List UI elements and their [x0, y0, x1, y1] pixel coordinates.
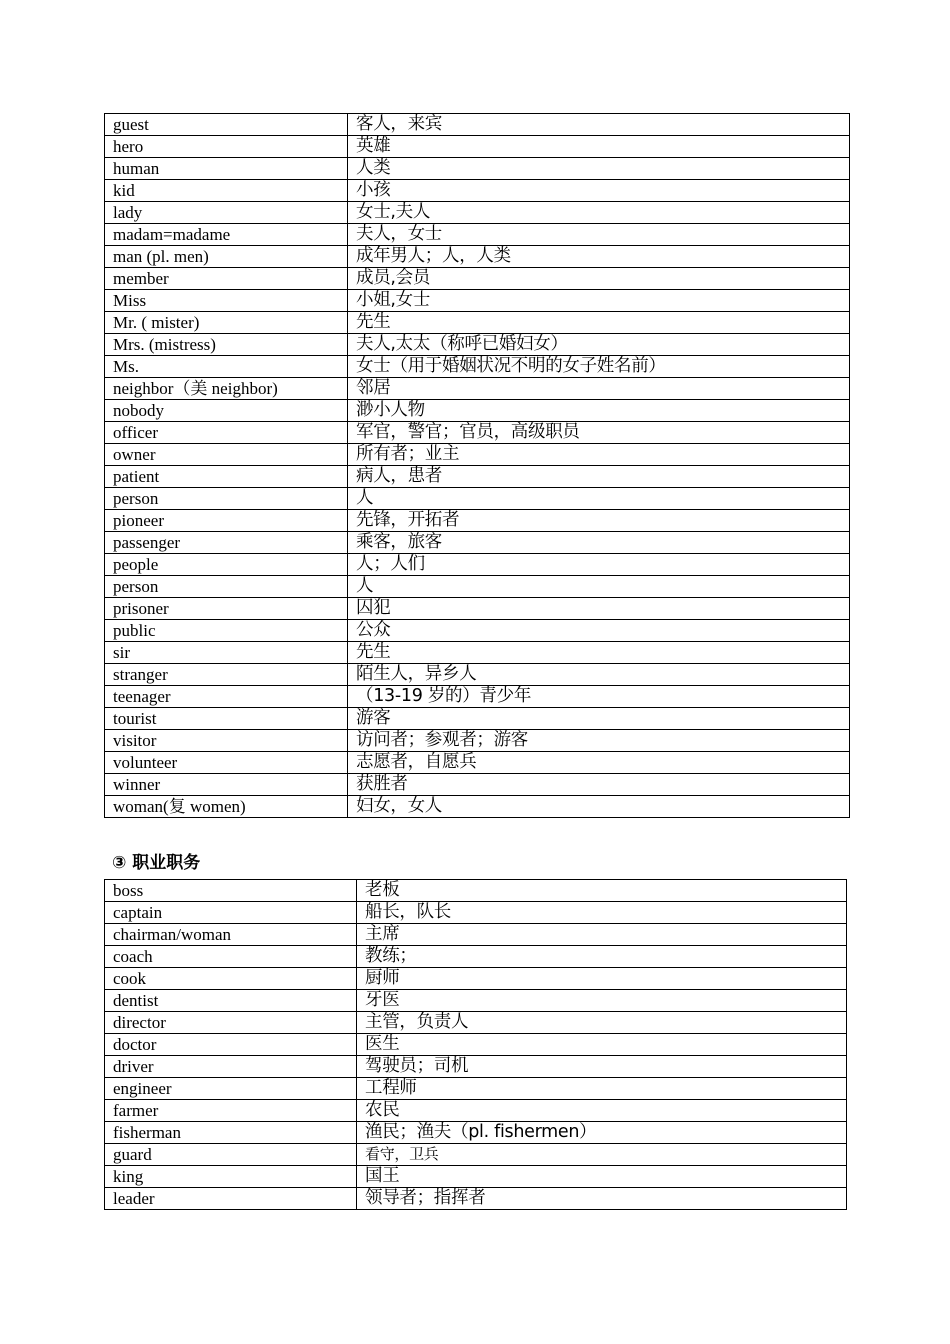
table-row: [105, 752, 850, 774]
chinese-meaning-cell: 工程师: [357, 1078, 847, 1100]
english-word-cell: engineer: [105, 1078, 357, 1100]
english-word-cell: nobody: [105, 400, 348, 422]
english-word-cell: stranger: [105, 664, 348, 686]
chinese-meaning-cell: 所有者；业主: [348, 444, 850, 466]
table-row: [105, 312, 850, 334]
english-word-cell: boss: [105, 880, 357, 902]
chinese-meaning-cell: 主管，负责人: [357, 1012, 847, 1034]
table-row: [105, 444, 850, 466]
english-word-cell: Mrs. (mistress): [105, 334, 348, 356]
chinese-meaning-cell: 厨师: [357, 968, 847, 990]
table-row: [105, 466, 850, 488]
chinese-meaning-cell: 囚犯: [348, 598, 850, 620]
english-word-cell: pioneer: [105, 510, 348, 532]
table-row: [105, 796, 850, 818]
chinese-meaning-cell: 获胜者: [348, 774, 850, 796]
chinese-meaning-cell: 渺小人物: [348, 400, 850, 422]
chinese-meaning-cell: 牙医: [357, 990, 847, 1012]
occupations-vocab-body: [105, 880, 847, 1210]
chinese-meaning-cell: 人类: [348, 158, 850, 180]
chinese-meaning-cell: 渔民；渔夫（pl. fishermen）: [357, 1122, 847, 1144]
chinese-meaning-cell: 病人，患者: [348, 466, 850, 488]
table-row: [105, 1188, 847, 1210]
chinese-meaning-cell: 教练；: [357, 946, 847, 968]
table-row: [105, 268, 850, 290]
english-word-cell: madam=madame: [105, 224, 348, 246]
table-row: [105, 224, 850, 246]
english-word-cell: fisherman: [105, 1122, 357, 1144]
chinese-meaning-cell: 客人，来宾: [348, 114, 850, 136]
table-row: [105, 1144, 847, 1166]
table-row: [105, 730, 850, 752]
english-word-cell: Miss: [105, 290, 348, 312]
english-word-cell: patient: [105, 466, 348, 488]
english-word-cell: public: [105, 620, 348, 642]
english-word-cell: teenager: [105, 686, 348, 708]
table-row: [105, 1012, 847, 1034]
chinese-meaning-cell: 乘客，旅客: [348, 532, 850, 554]
table-row: [105, 532, 850, 554]
chinese-meaning-cell: 陌生人，异乡人: [348, 664, 850, 686]
chinese-meaning-cell: 英雄: [348, 136, 850, 158]
chinese-meaning-cell: 妇女，女人: [348, 796, 850, 818]
table-row: [105, 422, 850, 444]
english-word-cell: doctor: [105, 1034, 357, 1056]
table-row: [105, 510, 850, 532]
table-row: [105, 290, 850, 312]
chinese-meaning-cell: 医生: [357, 1034, 847, 1056]
table-row: [105, 598, 850, 620]
english-word-cell: cook: [105, 968, 357, 990]
chinese-meaning-cell: 船长，队长: [357, 902, 847, 924]
table-row: [105, 488, 850, 510]
chinese-meaning-cell: 成员,会员: [348, 268, 850, 290]
chinese-meaning-cell: 邻居: [348, 378, 850, 400]
english-word-cell: owner: [105, 444, 348, 466]
table-row: [105, 180, 850, 202]
chinese-meaning-cell: 国王: [357, 1166, 847, 1188]
chinese-meaning-cell: 夫人，女士: [348, 224, 850, 246]
english-word-cell: woman(复 women): [105, 796, 348, 818]
table-row: [105, 576, 850, 598]
english-word-cell: chairman/woman: [105, 924, 357, 946]
chinese-meaning-cell: （13-19 岁的）青少年: [348, 686, 850, 708]
english-word-cell: coach: [105, 946, 357, 968]
english-word-cell: person: [105, 488, 348, 510]
english-word-cell: volunteer: [105, 752, 348, 774]
chinese-meaning-cell: 女士（用于婚姻状况不明的女子姓名前）: [348, 356, 850, 378]
english-word-cell: Ms.: [105, 356, 348, 378]
english-word-cell: dentist: [105, 990, 357, 1012]
table-row: [105, 902, 847, 924]
table-row: [105, 378, 850, 400]
table-row: [105, 708, 850, 730]
chinese-meaning-cell: 成年男人；人，人类: [348, 246, 850, 268]
english-word-cell: member: [105, 268, 348, 290]
english-word-cell: leader: [105, 1188, 357, 1210]
chinese-meaning-cell: 人: [348, 576, 850, 598]
english-word-cell: winner: [105, 774, 348, 796]
english-word-cell: lady: [105, 202, 348, 224]
chinese-meaning-cell: 先生: [348, 642, 850, 664]
table-row: [105, 554, 850, 576]
table-row: [105, 1100, 847, 1122]
english-word-cell: guard: [105, 1144, 357, 1166]
chinese-meaning-cell: 人: [348, 488, 850, 510]
english-word-cell: captain: [105, 902, 357, 924]
table-row: [105, 880, 847, 902]
chinese-meaning-cell: 公众: [348, 620, 850, 642]
english-word-cell: visitor: [105, 730, 348, 752]
chinese-meaning-cell: 看守，卫兵: [357, 1144, 847, 1166]
chinese-meaning-cell: 夫人,太太（称呼已婚妇女）: [348, 334, 850, 356]
chinese-meaning-cell: 小姐,女士: [348, 290, 850, 312]
english-word-cell: king: [105, 1166, 357, 1188]
chinese-meaning-cell: 先锋，开拓者: [348, 510, 850, 532]
table-row: [105, 356, 850, 378]
chinese-meaning-cell: 驾驶员；司机: [357, 1056, 847, 1078]
english-word-cell: person: [105, 576, 348, 598]
chinese-meaning-cell: 访问者；参观者；游客: [348, 730, 850, 752]
table-row: [105, 246, 850, 268]
table-row: [105, 686, 850, 708]
table-row: [105, 924, 847, 946]
table-row: [105, 664, 850, 686]
english-word-cell: farmer: [105, 1100, 357, 1122]
chinese-meaning-cell: 农民: [357, 1100, 847, 1122]
table-row: [105, 990, 847, 1012]
english-word-cell: passenger: [105, 532, 348, 554]
english-word-cell: driver: [105, 1056, 357, 1078]
english-word-cell: guest: [105, 114, 348, 136]
english-word-cell: prisoner: [105, 598, 348, 620]
table-row: [105, 946, 847, 968]
chinese-meaning-cell: 志愿者，自愿兵: [348, 752, 850, 774]
english-word-cell: kid: [105, 180, 348, 202]
table-row: [105, 202, 850, 224]
english-word-cell: officer: [105, 422, 348, 444]
table-row: [105, 1078, 847, 1100]
english-word-cell: director: [105, 1012, 357, 1034]
table-row: [105, 774, 850, 796]
chinese-meaning-cell: 军官，警官；官员，高级职员: [348, 422, 850, 444]
chinese-meaning-cell: 主席: [357, 924, 847, 946]
chinese-meaning-cell: 先生: [348, 312, 850, 334]
english-word-cell: sir: [105, 642, 348, 664]
chinese-meaning-cell: 人；人们: [348, 554, 850, 576]
table-row: [105, 334, 850, 356]
table-row: [105, 620, 850, 642]
chinese-meaning-cell: 领导者；指挥者: [357, 1188, 847, 1210]
english-word-cell: neighbor（美 neighbor): [105, 378, 348, 400]
table-row: [105, 642, 850, 664]
english-word-cell: Mr. ( mister): [105, 312, 348, 334]
table-row: [105, 400, 850, 422]
english-word-cell: human: [105, 158, 348, 180]
occupations-vocab-table: [104, 879, 847, 1210]
table-row: [105, 136, 850, 158]
table-row: [105, 1122, 847, 1144]
table-row: [105, 1034, 847, 1056]
table-row: [105, 968, 847, 990]
people-vocab-body: [105, 114, 850, 818]
people-vocab-table: [104, 113, 850, 818]
english-word-cell: tourist: [105, 708, 348, 730]
table-row: [105, 114, 850, 136]
chinese-meaning-cell: 小孩: [348, 180, 850, 202]
table-row: [105, 1166, 847, 1188]
english-word-cell: man (pl. men): [105, 246, 348, 268]
chinese-meaning-cell: 老板: [357, 880, 847, 902]
english-word-cell: hero: [105, 136, 348, 158]
chinese-meaning-cell: 女士,夫人: [348, 202, 850, 224]
table-row: [105, 158, 850, 180]
table-row: [105, 1056, 847, 1078]
english-word-cell: people: [105, 554, 348, 576]
chinese-meaning-cell: 游客: [348, 708, 850, 730]
section-heading-occupations: ③ 职业职务: [112, 853, 201, 873]
